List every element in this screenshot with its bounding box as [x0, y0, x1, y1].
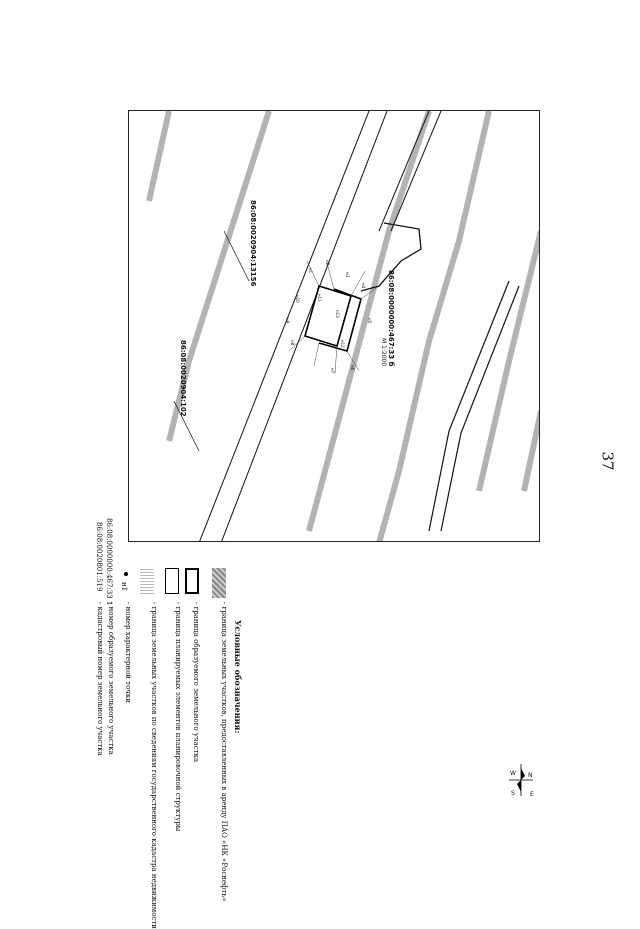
point-label: н4: [361, 283, 366, 289]
legend-text-formed-number: - номер образуемого земельного участка: [107, 602, 115, 755]
compass-n: N: [528, 772, 533, 779]
point-label: н3: [345, 272, 350, 278]
compass-e: E: [530, 791, 534, 798]
formed-parcel: [305, 286, 361, 351]
point-label: н11: [317, 294, 322, 302]
legend-text-formed: - граница образуемого земельного участка: [192, 602, 200, 763]
page-number: 37: [598, 451, 617, 471]
legend-text-planning: - граница планируемых элементов планировочной структуры: [174, 602, 182, 832]
label-leader: [224, 231, 249, 281]
map-frame: [128, 110, 540, 542]
legend-text-cadastre: - граница земельных участков по сведениям государственного кадастра недвижимости: [150, 602, 158, 929]
legend-point-example: н1: [120, 582, 128, 592]
legend-swatch-planning: [165, 568, 179, 594]
point-label: н10: [295, 295, 300, 303]
point-label: н6: [350, 365, 355, 371]
legend-swatch-leased: [212, 568, 226, 598]
point-label: н2: [325, 260, 330, 266]
legend-swatch-cadastre: [140, 568, 154, 594]
point-label: н12: [340, 340, 345, 348]
map-drawing: [129, 111, 540, 542]
pipeline-lines: [429, 281, 519, 531]
point-label: н7: [330, 368, 335, 374]
legend-text-leased: - граница земельных участков, предоставленных в аренду ПАО «НК «Роснефть»: [220, 602, 228, 902]
legend-title: Условные обозначения:: [233, 620, 243, 734]
cadastral-label-1: 86:08:0000000:467:33 б: [387, 270, 395, 367]
legend-swatch-formed: [185, 568, 199, 594]
legend-cadastral-number: 86:08:0020801:519: [95, 522, 103, 592]
cadastral-label-3: 86:08:0020904:102: [179, 340, 187, 417]
point-label: н9: [285, 318, 290, 324]
legend-text-cadastral-number: - кадастровый номер земельного участка: [96, 602, 104, 756]
map-scale: M 1:2000: [380, 338, 387, 367]
point-label: н8: [290, 340, 295, 346]
legend-point-marker: [124, 572, 128, 576]
compass-w: W: [510, 770, 516, 777]
legend-formed-number: 86:08:0000000:467:33 1: [105, 518, 113, 606]
leased-land-strips: [149, 111, 540, 542]
point-label: н1: [308, 268, 313, 274]
legend-text-point: - номер характерной точки: [124, 602, 132, 703]
compass-rose: [506, 760, 536, 800]
cadastral-label-2: 86:08:0020904:13156: [249, 200, 257, 287]
point-label: н13: [335, 310, 340, 318]
compass-s: S: [511, 790, 515, 797]
point-label: н5: [367, 318, 372, 324]
